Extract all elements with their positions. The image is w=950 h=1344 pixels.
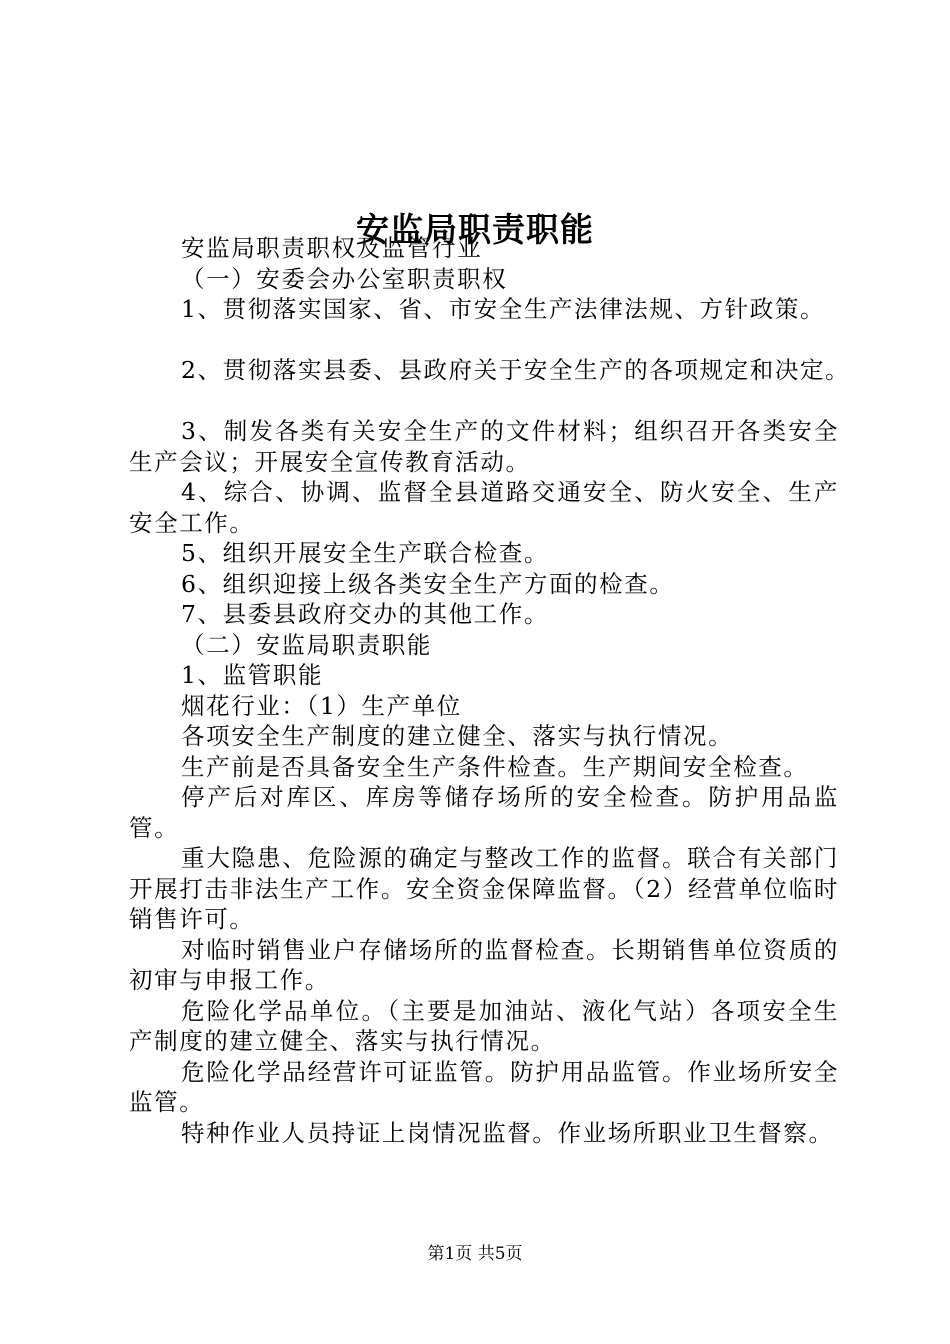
page-number-footer: 第1页 共5页 [427,1244,523,1264]
paragraph: 危险化学品单位。（主要是加油站、液化气站）各项安全生产制度的建立健全、落实与执行情况。 [129,996,839,1055]
paragraph-heading: 安监局职责职权及监管行业 [181,234,483,262]
paragraph: 3、制发各类有关安全生产的文件材料；组织召开各类安全生产会议；开展安全宣传教育活动。 [129,417,839,476]
paragraph: 烟花行业：（1）生产单位 [181,691,462,720]
paragraph: 2、贯彻落实县委、县政府关于安全生产的各项规定和决定。 [181,356,851,384]
paragraph: 危险化学品经营许可证监管。防护用品监管。作业场所安全监管。 [129,1057,839,1116]
page-title: 安监局职责职能 [356,210,594,250]
paragraph: 停产后对库区、库房等储存场所的安全检查。防护用品监管。 [129,783,839,842]
section-heading-1: （一）安委会办公室职责职权 [181,264,508,293]
paragraph: 各项安全生产制度的建立健全、落实与执行情况。 [181,722,734,750]
paragraph: 5、组织开展安全生产联合检查。 [181,539,549,567]
paragraph: 对临时销售业户存储场所的监督检查。长期销售单位资质的初审与申报工作。 [129,935,839,994]
paragraph: 1、贯彻落实国家、省、市安全生产法律法规、方针政策。 [181,295,826,323]
paragraph: 7、县委县政府交办的其他工作。 [181,600,549,628]
section-heading-2: （二）安监局职责职能 [181,630,432,659]
paragraph: 特种作业人员持证上岗情况监督。作业场所职业卫生督察。 [181,1118,834,1147]
paragraph: 重大隐患、危险源的确定与整改工作的监督。联合有关部门开展打击非法生产工作。安全资金保障监督。（2）经营单位临时销售许可。 [129,844,839,933]
paragraph: 6、组织迎接上级各类安全生产方面的检查。 [181,569,675,598]
paragraph: 4、综合、协调、监督全县道路交通安全、防火安全、生产安全工作。 [129,478,839,537]
document-body [129,233,851,1148]
paragraph: 生产前是否具备安全生产条件检查。生产期间安全检查。 [181,752,809,781]
subheading: 1、监管职能 [181,661,324,689]
